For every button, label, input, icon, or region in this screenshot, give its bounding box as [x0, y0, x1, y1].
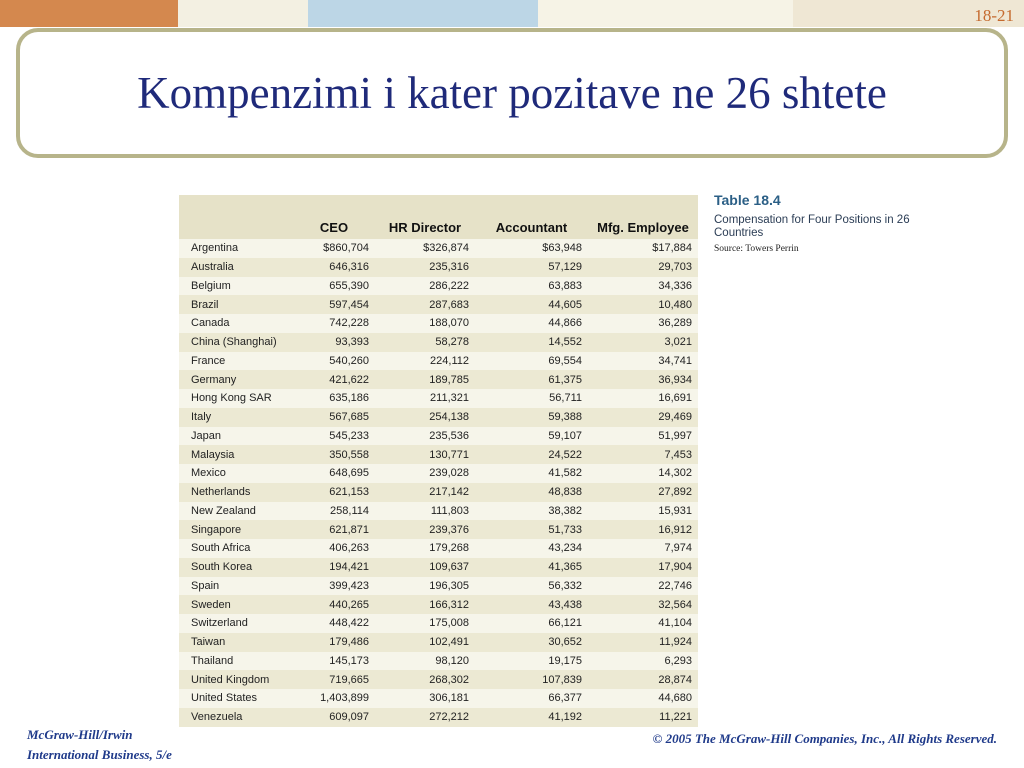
- value-cell: 609,097: [293, 708, 375, 727]
- value-cell: 719,665: [293, 670, 375, 689]
- value-cell: 56,332: [475, 577, 588, 596]
- table-row: [179, 445, 698, 464]
- value-cell: 34,741: [588, 352, 698, 371]
- value-cell: 217,142: [375, 483, 475, 502]
- table-row: [179, 258, 698, 277]
- country-cell: Japan: [179, 427, 293, 446]
- table-row: [179, 483, 698, 502]
- value-cell: 254,138: [375, 408, 475, 427]
- value-cell: 194,421: [293, 558, 375, 577]
- value-cell: 24,522: [475, 445, 588, 464]
- country-cell: China (Shanghai): [179, 333, 293, 352]
- table-row: [179, 670, 698, 689]
- value-cell: 30,652: [475, 633, 588, 652]
- value-cell: 421,622: [293, 370, 375, 389]
- value-cell: 41,104: [588, 614, 698, 633]
- value-cell: 17,904: [588, 558, 698, 577]
- value-cell: 41,192: [475, 708, 588, 727]
- table-row: [179, 314, 698, 333]
- value-cell: 98,120: [375, 652, 475, 671]
- value-cell: 16,912: [588, 520, 698, 539]
- compensation-table: [179, 195, 698, 727]
- value-cell: 211,321: [375, 389, 475, 408]
- value-cell: 19,175: [475, 652, 588, 671]
- country-cell: Taiwan: [179, 633, 293, 652]
- value-cell: 268,302: [375, 670, 475, 689]
- value-cell: 621,153: [293, 483, 375, 502]
- table-row: [179, 389, 698, 408]
- title-box: [16, 28, 1008, 158]
- value-cell: 646,316: [293, 258, 375, 277]
- table-row: [179, 539, 698, 558]
- value-cell: 107,839: [475, 670, 588, 689]
- value-cell: 38,382: [475, 502, 588, 521]
- value-cell: 306,181: [375, 689, 475, 708]
- value-cell: 43,438: [475, 595, 588, 614]
- table-row: [179, 558, 698, 577]
- table-row: [179, 408, 698, 427]
- value-cell: 34,336: [588, 277, 698, 296]
- decor-strip-orange: [0, 0, 178, 27]
- column-header-country: [179, 195, 293, 239]
- value-cell: 188,070: [375, 314, 475, 333]
- value-cell: 32,564: [588, 595, 698, 614]
- value-cell: 15,931: [588, 502, 698, 521]
- value-cell: 59,107: [475, 427, 588, 446]
- table-row: [179, 633, 698, 652]
- table-row: [179, 502, 698, 521]
- table-row: [179, 595, 698, 614]
- decor-strip-blue: [308, 0, 538, 27]
- value-cell: 7,453: [588, 445, 698, 464]
- country-cell: Venezuela: [179, 708, 293, 727]
- value-cell: 648,695: [293, 464, 375, 483]
- slide-number: 18-21: [974, 6, 1014, 25]
- country-cell: Germany: [179, 370, 293, 389]
- country-cell: South Africa: [179, 539, 293, 558]
- table-row: [179, 464, 698, 483]
- country-cell: Switzerland: [179, 614, 293, 633]
- table-row: [179, 295, 698, 314]
- table-row: [179, 520, 698, 539]
- value-cell: 59,388: [475, 408, 588, 427]
- value-cell: $860,704: [293, 239, 375, 258]
- country-cell: Argentina: [179, 239, 293, 258]
- country-cell: Malaysia: [179, 445, 293, 464]
- table-row: [179, 689, 698, 708]
- table-body: [179, 239, 698, 727]
- value-cell: 102,491: [375, 633, 475, 652]
- value-cell: 175,008: [375, 614, 475, 633]
- value-cell: 406,263: [293, 539, 375, 558]
- value-cell: 43,234: [475, 539, 588, 558]
- column-header-hr-director: HR Director: [375, 195, 475, 239]
- value-cell: 11,221: [588, 708, 698, 727]
- value-cell: 567,685: [293, 408, 375, 427]
- table-row: [179, 352, 698, 371]
- table-row: [179, 239, 698, 258]
- value-cell: 61,375: [475, 370, 588, 389]
- value-cell: 179,486: [293, 633, 375, 652]
- value-cell: 44,605: [475, 295, 588, 314]
- country-cell: Sweden: [179, 595, 293, 614]
- value-cell: 11,924: [588, 633, 698, 652]
- value-cell: 27,892: [588, 483, 698, 502]
- value-cell: 196,305: [375, 577, 475, 596]
- value-cell: 28,874: [588, 670, 698, 689]
- value-cell: 16,691: [588, 389, 698, 408]
- footer-copyright: © 2005 The McGraw-Hill Companies, Inc., All Rights Reserved.: [652, 731, 997, 746]
- value-cell: 93,393: [293, 333, 375, 352]
- footer-publisher: McGraw-Hill/Irwin: [27, 727, 133, 742]
- country-cell: Thailand: [179, 652, 293, 671]
- value-cell: 44,866: [475, 314, 588, 333]
- country-cell: New Zealand: [179, 502, 293, 521]
- value-cell: 36,934: [588, 370, 698, 389]
- value-cell: 51,733: [475, 520, 588, 539]
- country-cell: Belgium: [179, 277, 293, 296]
- value-cell: 448,422: [293, 614, 375, 633]
- caption-source: Source: Towers Perrin: [714, 244, 799, 254]
- value-cell: 41,365: [475, 558, 588, 577]
- value-cell: 440,265: [293, 595, 375, 614]
- country-cell: Hong Kong SAR: [179, 389, 293, 408]
- table-row: [179, 427, 698, 446]
- country-cell: Italy: [179, 408, 293, 427]
- country-cell: Mexico: [179, 464, 293, 483]
- table-row: [179, 577, 698, 596]
- value-cell: 7,974: [588, 539, 698, 558]
- value-cell: 44,680: [588, 689, 698, 708]
- value-cell: 3,021: [588, 333, 698, 352]
- table-row: [179, 652, 698, 671]
- country-cell: Australia: [179, 258, 293, 277]
- value-cell: 51,997: [588, 427, 698, 446]
- value-cell: 545,233: [293, 427, 375, 446]
- value-cell: 41,582: [475, 464, 588, 483]
- country-cell: United States: [179, 689, 293, 708]
- value-cell: 224,112: [375, 352, 475, 371]
- table-row: [179, 708, 698, 727]
- value-cell: 635,186: [293, 389, 375, 408]
- value-cell: 239,376: [375, 520, 475, 539]
- decor-strip-cream: [178, 0, 308, 27]
- column-header-mfg-employee: Mfg. Employee: [588, 195, 698, 239]
- table-row: [179, 370, 698, 389]
- value-cell: 272,212: [375, 708, 475, 727]
- value-cell: 258,114: [293, 502, 375, 521]
- value-cell: 63,883: [475, 277, 588, 296]
- value-cell: 66,377: [475, 689, 588, 708]
- value-cell: 235,536: [375, 427, 475, 446]
- column-header-accountant: Accountant: [475, 195, 588, 239]
- country-cell: Spain: [179, 577, 293, 596]
- value-cell: 1,403,899: [293, 689, 375, 708]
- caption-label: Table 18.4: [714, 192, 781, 208]
- value-cell: 742,228: [293, 314, 375, 333]
- country-cell: Netherlands: [179, 483, 293, 502]
- table-header-row: [179, 195, 698, 239]
- value-cell: 350,558: [293, 445, 375, 464]
- value-cell: 235,316: [375, 258, 475, 277]
- column-header-ceo: CEO: [293, 195, 375, 239]
- country-cell: Brazil: [179, 295, 293, 314]
- value-cell: 69,554: [475, 352, 588, 371]
- table-row: [179, 333, 698, 352]
- value-cell: 130,771: [375, 445, 475, 464]
- caption-text: Compensation for Four Positions in 26 Countries: [714, 214, 910, 239]
- value-cell: 189,785: [375, 370, 475, 389]
- value-cell: 287,683: [375, 295, 475, 314]
- value-cell: 29,703: [588, 258, 698, 277]
- footer-book: International Business, 5/e: [27, 747, 172, 762]
- value-cell: 239,028: [375, 464, 475, 483]
- country-cell: South Korea: [179, 558, 293, 577]
- value-cell: 109,637: [375, 558, 475, 577]
- value-cell: 57,129: [475, 258, 588, 277]
- value-cell: 145,173: [293, 652, 375, 671]
- value-cell: 14,302: [588, 464, 698, 483]
- value-cell: 58,278: [375, 333, 475, 352]
- decor-strip-light: [538, 0, 793, 27]
- value-cell: 399,423: [293, 577, 375, 596]
- value-cell: 597,454: [293, 295, 375, 314]
- country-cell: Singapore: [179, 520, 293, 539]
- value-cell: 655,390: [293, 277, 375, 296]
- value-cell: 48,838: [475, 483, 588, 502]
- table-row: [179, 614, 698, 633]
- value-cell: 111,803: [375, 502, 475, 521]
- value-cell: 166,312: [375, 595, 475, 614]
- value-cell: 540,260: [293, 352, 375, 371]
- value-cell: 36,289: [588, 314, 698, 333]
- footer-left: [27, 725, 172, 765]
- value-cell: 14,552: [475, 333, 588, 352]
- value-cell: $63,948: [475, 239, 588, 258]
- country-cell: United Kingdom: [179, 670, 293, 689]
- slide-title: Kompenzimi i kater pozitave ne 26 shtete: [137, 68, 887, 118]
- value-cell: $326,874: [375, 239, 475, 258]
- country-cell: France: [179, 352, 293, 371]
- value-cell: 56,711: [475, 389, 588, 408]
- value-cell: 10,480: [588, 295, 698, 314]
- country-cell: Canada: [179, 314, 293, 333]
- value-cell: $17,884: [588, 239, 698, 258]
- value-cell: 22,746: [588, 577, 698, 596]
- value-cell: 66,121: [475, 614, 588, 633]
- value-cell: 286,222: [375, 277, 475, 296]
- value-cell: 6,293: [588, 652, 698, 671]
- value-cell: 29,469: [588, 408, 698, 427]
- value-cell: 621,871: [293, 520, 375, 539]
- table-row: [179, 277, 698, 296]
- value-cell: 179,268: [375, 539, 475, 558]
- table-caption: [714, 192, 914, 264]
